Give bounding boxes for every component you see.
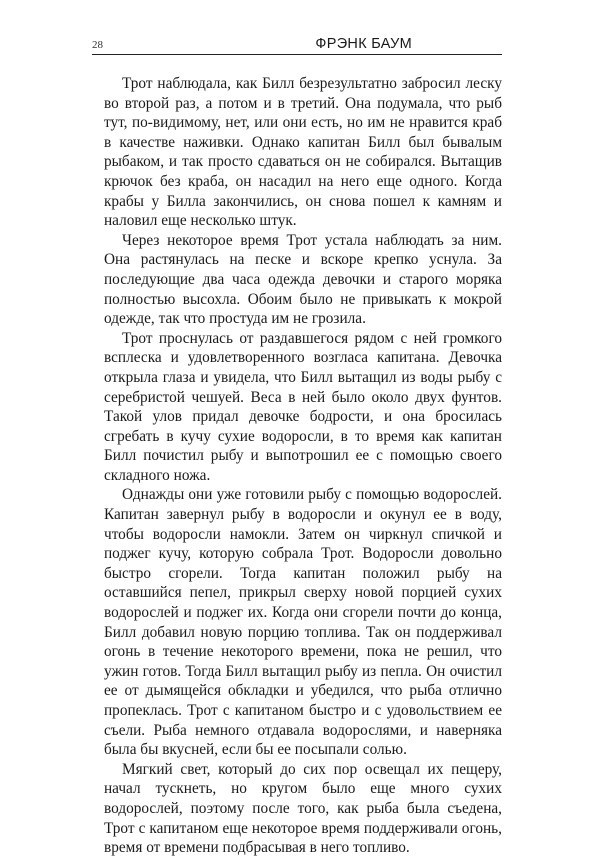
page-number: 28: [92, 39, 103, 51]
header-rule: [92, 54, 502, 55]
page-header: [92, 35, 502, 55]
paragraph-5: Мягкий свет, который до сих пор освещал их пещеру, начал тускнеть, но кругом было еще много сухих водорослей, поэтому после того, как рыба была съедена, Трот с капитаном еще некоторое время поддерживали огонь, время от времени подбрасывая в него топливо.: [104, 760, 502, 857]
paragraph-2: Через некоторое время Трот устала наблюдать за ним. Она растянулась на песке и вскоре крепко уснула. За последующие два часа одежда девочки и старого моряка полностью высохла. Обоим было не привыкать к мокрой одежде, так что простуда им не грозила.: [104, 231, 502, 328]
running-title: ФРЭНК БАУМ: [315, 36, 412, 52]
paragraph-4: Однажды они уже готовили рыбу с помощью водорослей. Капитан завернул рыбу в водоросли и окунул ее в воду, чтобы водоросли намокли. Затем он чиркнул спичкой и поджег кучу, которую собрала Трот. Водоросли довольно быстро сгорели. Тогда капитан положил рыбу на оставшийся пепел, прикрыл сверху новой порцией сухих водорослей и поджег их. Когда они сгорели почти до конца, Билл добавил новую порцию топлива. Так он поддерживал огонь в течение некоторого времени, пока не решил, что ужин готов. Тогда Билл вытащил рыбу из пепла. Он очистил ее от дымящейся обкладки и убедился, что рыба отлично пропеклась. Трот с капитаном быстро и с удовольствием ее съели. Рыба немного отдавала водорослями, и наверняка была бы вкусней, если бы ее посыпали солью.: [104, 486, 502, 759]
body-text: [104, 74, 502, 858]
paragraph-1: Трот наблюдала, как Билл безрезультатно забросил леску во второй раз, а потом и в третий. Она подумала, что рыб тут, по-видимому, нет, или они есть, но им не нравится краб в качестве наживки. Однако капитан Билл был бывалым рыбаком, и так просто сдаваться он не собирался. Вытащив крючок без краба, он насадил на него еще одного. Когда крабы у Билла закончились, он снова пошел к камням и наловил еще несколько штук.: [104, 75, 502, 230]
paragraph-3: Трот проснулась от раздавшегося рядом с ней громкого всплеска и удовлетворенного возгласа капитана. Девочка открыла глаза и увидела, что Билл вытащил из воды рыбу с серебристой чешуей. Веса в ней было около двух фунтов. Такой улов придал девочке бодрости, и она бросилась сгребать в кучу сухие водоросли, в то время как капитан Билл почистил рыбу и выпотрошил ее с помощью своего складного ножа.: [104, 329, 502, 484]
